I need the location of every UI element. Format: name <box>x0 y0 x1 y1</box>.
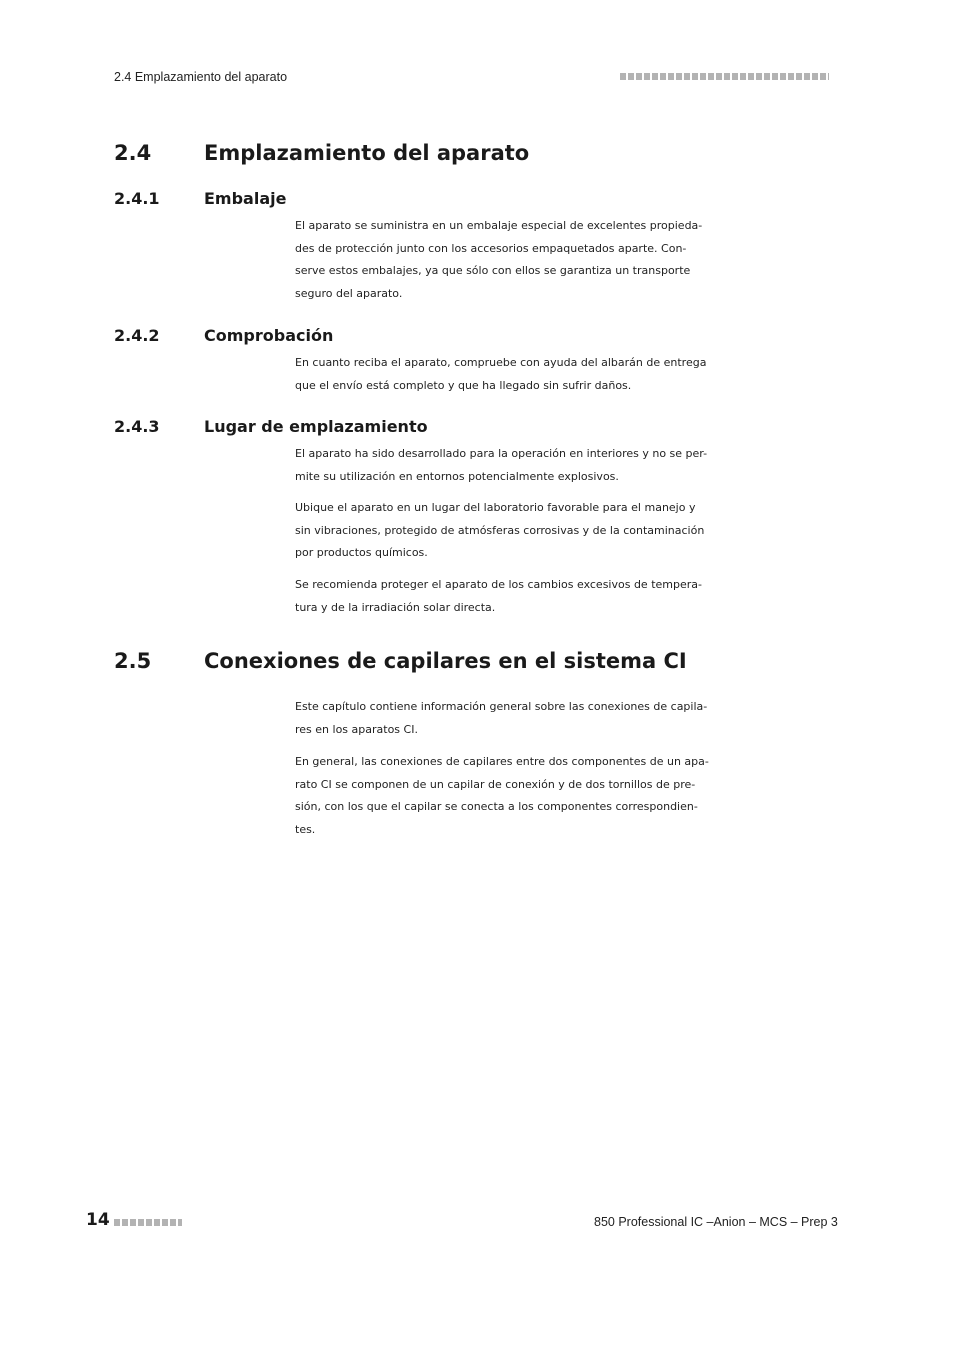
text-line: que el envío está completo y que ha llegado sin sufrir daños. <box>295 378 632 392</box>
paragraph-conexiones-2 <box>295 751 835 841</box>
text-line: tes. <box>295 822 316 836</box>
text-line: serve estos embalajes, ya que sólo con ellos se garantiza un transporte <box>295 264 691 277</box>
section-number: 2.4 <box>114 141 152 165</box>
text-line: seguro del aparato. <box>295 286 403 300</box>
text-line: En cuanto reciba el aparato, compruebe con ayuda del albarán de entrega <box>295 356 707 369</box>
subsection-title: Lugar de emplazamiento <box>204 417 428 436</box>
header-decorative-bar <box>620 73 829 80</box>
subsection-number: 2.4.2 <box>114 326 160 345</box>
text-line: En general, las conexiones de capilares entre dos componentes de un apa- <box>295 755 709 768</box>
paragraph-conexiones-1 <box>295 696 835 741</box>
section-title: Emplazamiento del aparato <box>204 141 530 165</box>
subsection-number: 2.4.3 <box>114 417 160 436</box>
text-line: res en los aparatos CI. <box>295 722 418 736</box>
paragraph-lugar-3 <box>295 574 835 619</box>
text-line: El aparato ha sido desarrollado para la operación en interiores y no se per- <box>295 447 708 460</box>
running-header-title: 2.4 Emplazamiento del aparato <box>114 70 288 84</box>
running-footer-title: 850 Professional IC –Anion – MCS – Prep 3 <box>594 1215 838 1229</box>
subsection-heading-2-4-2 <box>114 326 333 345</box>
text-line: El aparato se suministra en un embalaje especial de excelentes propieda- <box>295 219 703 232</box>
paragraph-lugar-2 <box>295 497 835 565</box>
page-number: 14 <box>86 1210 110 1230</box>
paragraph-comprobacion <box>295 352 835 397</box>
paragraph-lugar-1 <box>295 443 835 488</box>
section-number: 2.5 <box>114 649 152 673</box>
text-line: des de protección junto con los accesorios empaquetados aparte. Con- <box>295 241 687 255</box>
text-line: por productos químicos. <box>295 546 428 559</box>
section-title: Conexiones de capilares en el sistema CI <box>204 649 687 673</box>
text-line: Ubique el aparato en un lugar del laboratorio favorable para el manejo y <box>295 501 696 514</box>
text-line: rato CI se componen de un capilar de conexión y de dos tornillos de pre- <box>295 777 696 791</box>
text-line: sión, con los que el capilar se conecta a los componentes correspondien- <box>295 800 698 813</box>
subsection-number: 2.4.1 <box>114 189 160 208</box>
text-line: Este capítulo contiene información general sobre las conexiones de capila- <box>295 700 708 713</box>
text-line: sin vibraciones, protegido de atmósferas corrosivas y de la contaminación <box>295 523 705 537</box>
text-line: mite su utilización en entornos potencialmente explosivos. <box>295 469 619 483</box>
text-line: tura y de la irradiación solar directa. <box>295 600 496 614</box>
section-heading-2-4 <box>114 141 529 165</box>
footer-decorative-bar <box>114 1219 182 1226</box>
subsection-heading-2-4-3 <box>114 417 428 436</box>
paragraph-embalaje <box>295 215 835 305</box>
text-line: Se recomienda proteger el aparato de los cambios excesivos de tempera- <box>295 578 702 591</box>
subsection-title: Comprobación <box>204 326 334 345</box>
subsection-title: Embalaje <box>204 189 287 208</box>
subsection-heading-2-4-1 <box>114 189 286 208</box>
section-heading-2-5 <box>114 649 687 673</box>
